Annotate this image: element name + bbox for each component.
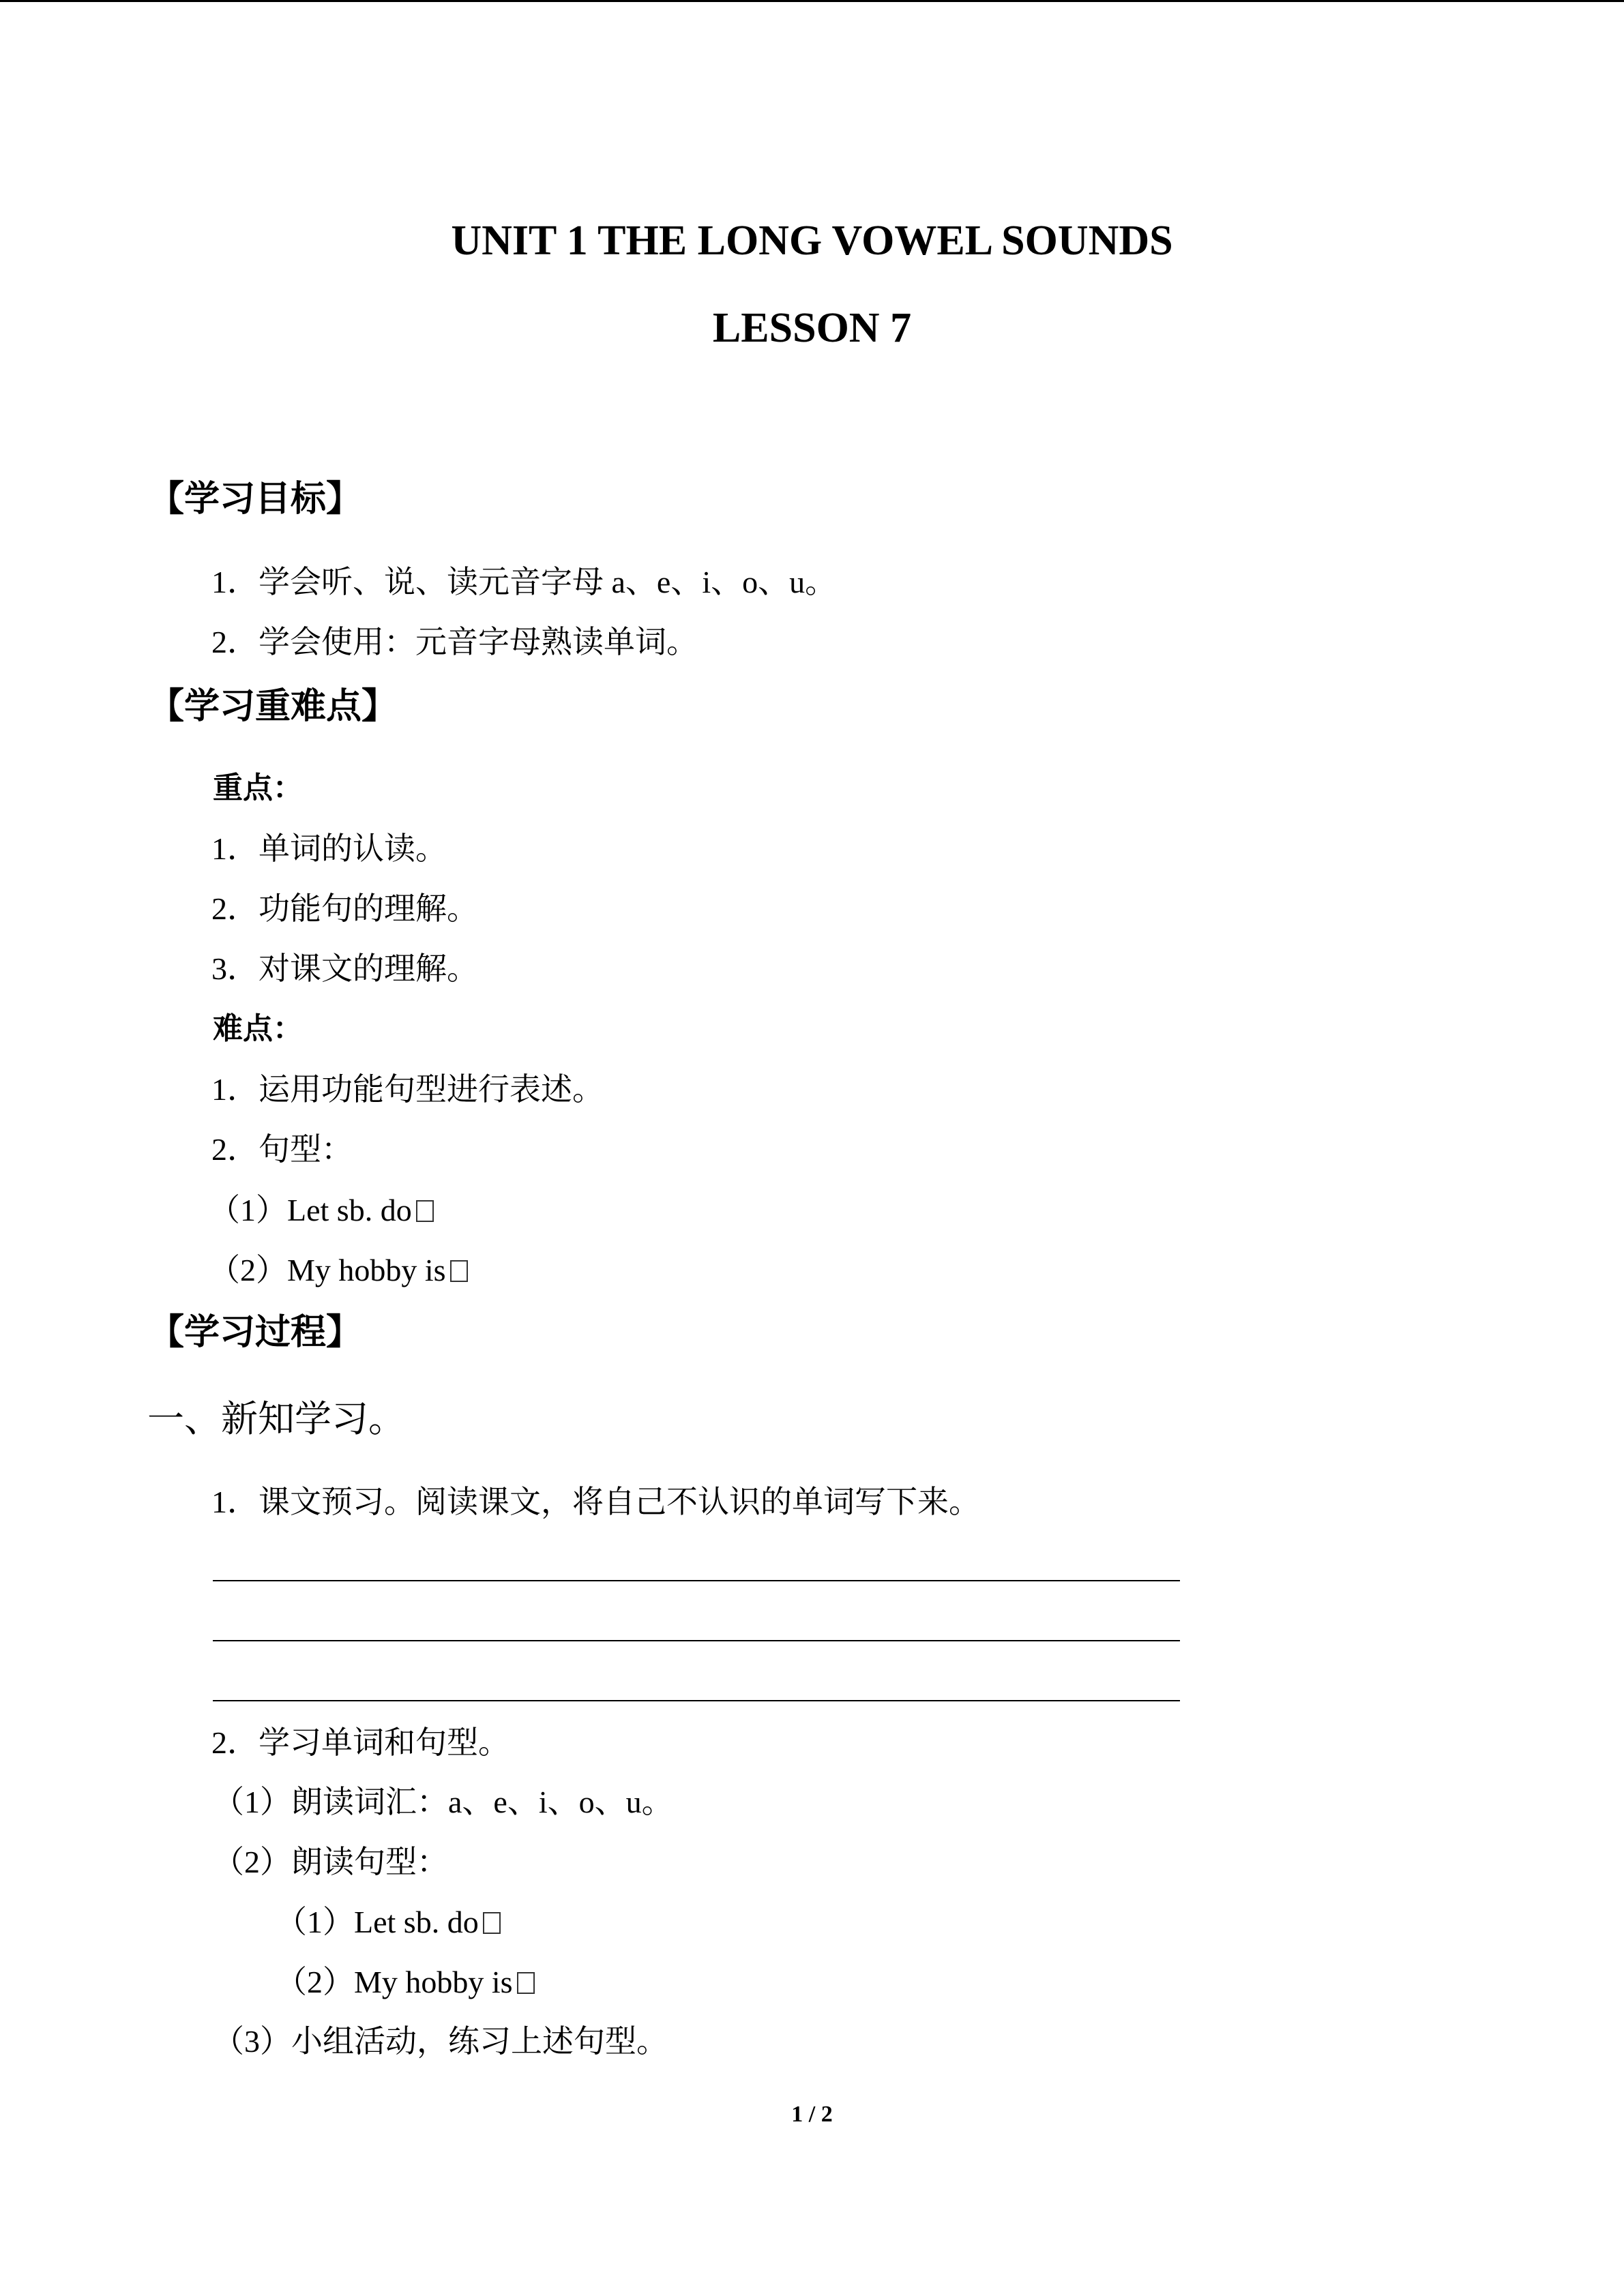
missing-glyph-box [517, 1972, 535, 1994]
sub-pattern-1 [276, 1907, 501, 1938]
section-new-learning: 一、新知学习。 [147, 1399, 405, 1440]
sub-step-1: （1）朗读词汇：a、e、i、o、u。 [213, 1785, 673, 1819]
process-heading: 【学习过程】 [149, 1312, 362, 1353]
pattern-2 [209, 1255, 468, 1286]
objective-item-1: 1．学会听、说、读元音字母 a、e、i、o、u。 [211, 565, 837, 599]
sub-pattern-2-text: （2）My hobby is [276, 1965, 513, 1999]
key-points-heading: 【学习重难点】 [149, 686, 398, 727]
pattern-1 [209, 1195, 434, 1226]
missing-glyph-box [450, 1260, 468, 1282]
missing-glyph-box [483, 1912, 501, 1934]
difficult-item-1: 1．运用功能句型进行表述。 [211, 1072, 604, 1107]
key-label: 重点： [213, 771, 303, 805]
pattern-1-text: （1）Let sb. do [209, 1193, 412, 1227]
lesson-title: LESSON 7 [712, 305, 912, 351]
sub-step-3: （3）小组活动，练习上述句型。 [213, 2024, 668, 2059]
page-number: 1 / 2 [791, 2102, 833, 2127]
difficult-item-2: 2．句型： [211, 1132, 353, 1167]
sub-pattern-1-text: （1）Let sb. do [276, 1905, 479, 1939]
objective-item-2: 2．学会使用：元音字母熟读单词。 [211, 625, 698, 659]
objectives-heading: 【学习目标】 [149, 479, 362, 520]
missing-glyph-box [416, 1200, 434, 1222]
step-2: 2．学习单词和句型。 [211, 1725, 510, 1760]
sub-pattern-2 [276, 1967, 535, 1998]
page-top-border [0, 0, 1624, 2]
difficult-label: 难点： [213, 1011, 303, 1046]
step-1: 1．课文预习。阅读课文，将自己不认识的单词写下来。 [211, 1485, 980, 1519]
answer-line-2[interactable] [213, 1640, 1180, 1641]
key-item-3: 3．对课文的理解。 [211, 951, 478, 986]
key-item-1: 1．单词的认读。 [211, 831, 447, 866]
answer-line-3[interactable] [213, 1700, 1180, 1701]
answer-line-1[interactable] [213, 1580, 1180, 1581]
sub-step-2: （2）朗读句型： [213, 1845, 448, 1879]
key-item-2: 2．功能句的理解。 [211, 891, 478, 926]
pattern-2-text: （2）My hobby is [209, 1253, 446, 1287]
document-title: UNIT 1 THE LONG VOWEL SOUNDS [451, 218, 1173, 264]
